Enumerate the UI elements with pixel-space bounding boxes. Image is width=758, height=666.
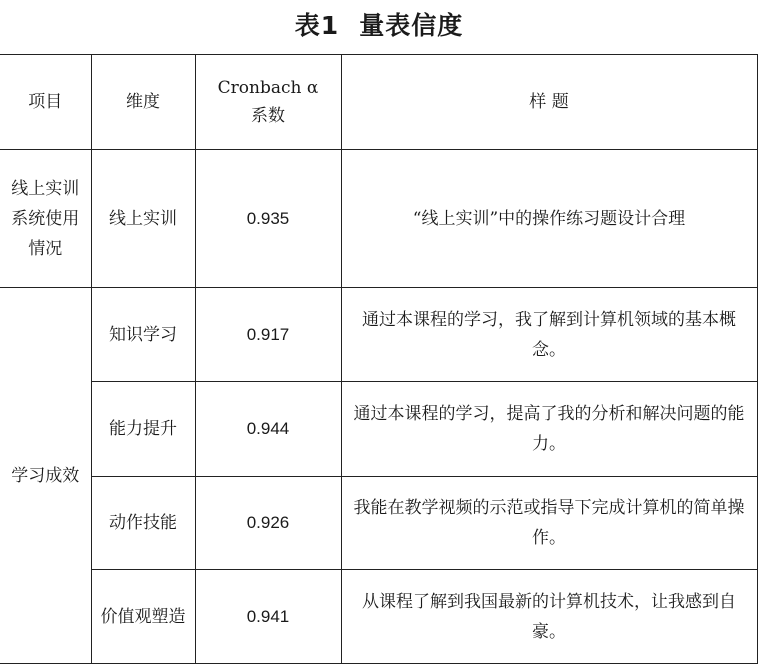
table-row	[0, 477, 757, 570]
alpha-cell: 0.917	[195, 288, 341, 382]
header-project: 项目	[0, 55, 91, 150]
table-header-row	[0, 55, 757, 150]
header-sample: 样 题	[341, 55, 757, 150]
sample-cell: 通过本课程的学习，我了解到计算机领域的基本概念。	[341, 288, 757, 382]
header-alpha-line2: 系数	[251, 106, 285, 126]
table-title	[0, 6, 758, 42]
header-alpha	[195, 55, 341, 150]
dimension-cell: 能力提升	[91, 382, 195, 477]
dimension-cell: 线上实训	[91, 150, 195, 288]
sample-cell: 我能在教学视频的示范或指导下完成计算机的简单操作。	[341, 477, 757, 570]
alpha-cell: 0.935	[195, 150, 341, 288]
table-row	[0, 570, 757, 664]
sample-cell: 通过本课程的学习，提高了我的分析和解决问题的能力。	[341, 382, 757, 477]
dimension-cell: 动作技能	[91, 477, 195, 570]
alpha-cell: 0.926	[195, 477, 341, 570]
table-title-text: 量表信度	[359, 11, 464, 40]
reliability-table	[0, 54, 758, 664]
dimension-cell: 价值观塑造	[91, 570, 195, 664]
table-row	[0, 288, 757, 382]
project-cell: 学习成效	[0, 288, 91, 664]
header-alpha-line1: Cronbach α	[217, 78, 319, 98]
sample-cell: “线上实训”中的操作练习题设计合理	[341, 150, 757, 288]
table-number: 表1	[294, 11, 340, 40]
alpha-cell: 0.944	[195, 382, 341, 477]
dimension-cell: 知识学习	[91, 288, 195, 382]
sample-cell: 从课程了解到我国最新的计算机技术，让我感到自豪。	[341, 570, 757, 664]
alpha-cell: 0.941	[195, 570, 341, 664]
table-row	[0, 382, 757, 477]
table-row	[0, 150, 757, 288]
header-dimension: 维度	[91, 55, 195, 150]
project-cell: 线上实训系统使用情况	[0, 150, 91, 288]
